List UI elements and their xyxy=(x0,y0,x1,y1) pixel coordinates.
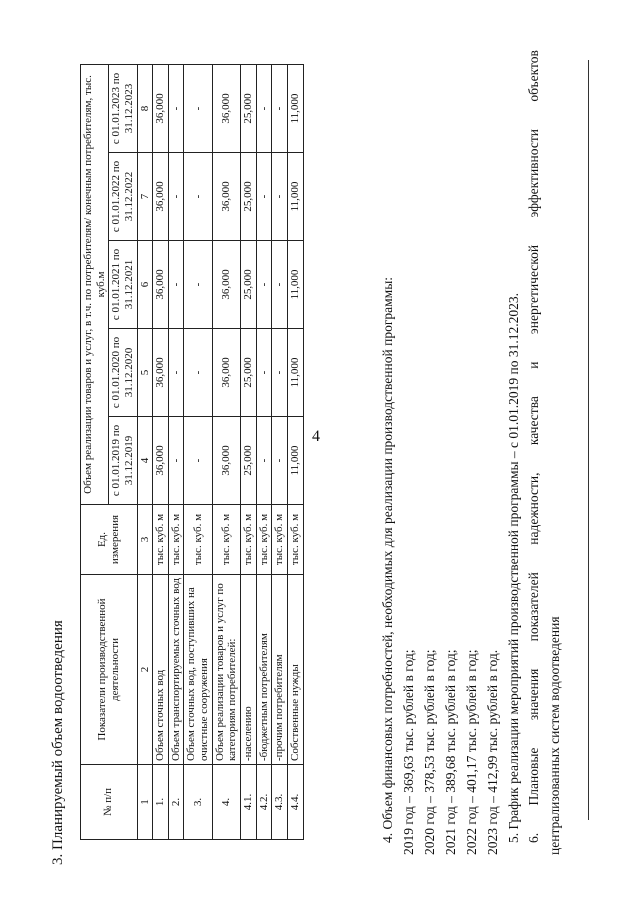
row-value: - xyxy=(256,417,272,505)
row-number: 2. xyxy=(168,765,184,840)
row-value: 36,000 xyxy=(153,417,169,505)
finance-line: 2022 год – 401,17 тыс. рублей в год; xyxy=(463,649,479,855)
row-unit: тыс. куб. м xyxy=(168,505,184,575)
row-number: 4.3. xyxy=(272,765,288,840)
table-row xyxy=(287,64,303,839)
indicators-word: 6. xyxy=(526,832,542,843)
table-row xyxy=(272,64,288,839)
row-value: 11,000 xyxy=(287,64,303,152)
row-indicator: -бюджетным потребителям xyxy=(256,575,272,765)
row-indicator: Собственные нужды xyxy=(287,575,303,765)
section-title: 3. Планируемый объем водоотведения xyxy=(50,620,66,865)
row-value: - xyxy=(168,329,184,417)
page-number: 4 xyxy=(312,428,320,445)
row-value: 11,000 xyxy=(287,417,303,505)
water-disposal-table xyxy=(80,64,304,840)
row-value: 25,000 xyxy=(241,417,257,505)
row-value: - xyxy=(168,153,184,241)
header-period: с 01.01.2020 по 31.12.2020 xyxy=(109,329,137,417)
row-value: 36,000 xyxy=(212,241,240,329)
column-number: 6 xyxy=(137,241,153,329)
row-indicator: Объем транспортируемых сточных вод xyxy=(168,575,184,765)
row-value: 36,000 xyxy=(212,153,240,241)
row-value: 36,000 xyxy=(153,241,169,329)
indicators-word: эффективности xyxy=(526,129,542,218)
indicators-word: значения xyxy=(526,668,542,721)
row-value: - xyxy=(256,153,272,241)
schedule-item: 5. График реализации мероприятий производственной программы – с 01.01.2019 по 31.12.2023. xyxy=(505,292,521,843)
row-value: 11,000 xyxy=(287,329,303,417)
row-indicator: Объем сточных вод xyxy=(153,575,169,765)
indicators-word: показателей xyxy=(526,572,542,642)
finance-line: 2019 год – 369,63 тыс. рублей в год; xyxy=(400,649,416,855)
finance-line: 2023 год – 412,99 тыс. рублей в год. xyxy=(484,649,500,855)
table-row xyxy=(241,64,257,839)
row-unit: тыс. куб. м xyxy=(256,505,272,575)
row-value: - xyxy=(168,417,184,505)
row-value: 36,000 xyxy=(212,329,240,417)
header-num: № п/п xyxy=(81,765,138,840)
row-value: - xyxy=(272,153,288,241)
finance-line: 2021 год – 389,68 тыс. рублей в год; xyxy=(442,649,458,855)
header-volume-group: Объем реализации товаров и услуг, в т.ч. по потребителям/ конечным потребителям, тыс. куб.м xyxy=(81,64,109,504)
header-period: с 01.01.2021 по 31.12.2021 xyxy=(109,241,137,329)
row-number: 4.4. xyxy=(287,765,303,840)
row-value: 36,000 xyxy=(212,417,240,505)
column-number: 4 xyxy=(137,417,153,505)
indicators-item-line2: централизованных систем водоотведения xyxy=(547,616,563,855)
row-unit: тыс. куб. м xyxy=(241,505,257,575)
header-period: с 01.01.2019 по 31.12.2019 xyxy=(109,417,137,505)
row-indicator: -прочим потребителям xyxy=(272,575,288,765)
row-unit: тыс. куб. м xyxy=(184,505,212,575)
row-number: 1. xyxy=(153,765,169,840)
row-value: 25,000 xyxy=(241,64,257,152)
finance-line: 2020 год – 378,53 тыс. рублей в год; xyxy=(421,649,437,855)
row-number: 3. xyxy=(184,765,212,840)
indicators-item-line1 xyxy=(524,50,545,855)
column-number: 5 xyxy=(137,329,153,417)
row-indicator: Объем реализации товаров и услуг по категориям потребителей: xyxy=(212,575,240,765)
row-value: - xyxy=(256,64,272,152)
row-value: - xyxy=(184,241,212,329)
row-indicator: -населению xyxy=(241,575,257,765)
row-value: 25,000 xyxy=(241,153,257,241)
row-value: - xyxy=(256,329,272,417)
column-number: 8 xyxy=(137,64,153,152)
table-row xyxy=(212,64,240,839)
indicators-word: Плановые xyxy=(526,747,542,806)
indicators-word: надежности, xyxy=(526,472,542,545)
indicators-word: энергетической xyxy=(526,244,542,335)
row-unit: тыс. куб. м xyxy=(212,505,240,575)
row-value: - xyxy=(272,64,288,152)
row-value: - xyxy=(272,329,288,417)
column-numbers-row xyxy=(137,64,153,839)
row-value: 25,000 xyxy=(241,329,257,417)
table-header-row xyxy=(81,64,109,839)
row-value: - xyxy=(184,153,212,241)
header-period: с 01.01.2023 по 31.12.2023 xyxy=(109,64,137,152)
indicators-word: объектов xyxy=(526,50,542,102)
column-number: 7 xyxy=(137,153,153,241)
header-period: с 01.01.2022 по 31.12.2022 xyxy=(109,153,137,241)
row-number: 4. xyxy=(212,765,240,840)
table-row xyxy=(153,64,169,839)
row-unit: тыс. куб. м xyxy=(153,505,169,575)
table-row xyxy=(256,64,272,839)
header-indicator: Показатели производственной деятельности xyxy=(81,575,138,765)
row-value: 36,000 xyxy=(153,64,169,152)
row-value: - xyxy=(184,329,212,417)
row-number: 4.1. xyxy=(241,765,257,840)
row-value: 36,000 xyxy=(153,153,169,241)
column-number: 3 xyxy=(137,505,153,575)
row-value: - xyxy=(184,417,212,505)
header-unit: Ед. измерения xyxy=(81,505,138,575)
row-value: 11,000 xyxy=(287,153,303,241)
indicators-word: качества xyxy=(526,396,542,446)
column-number: 1 xyxy=(137,765,153,840)
row-unit: тыс. куб. м xyxy=(272,505,288,575)
table-body xyxy=(153,64,303,839)
indicators-word: и xyxy=(526,361,542,369)
table-row xyxy=(168,64,184,839)
row-number: 4.2. xyxy=(256,765,272,840)
row-value: - xyxy=(272,241,288,329)
row-value: - xyxy=(168,241,184,329)
finance-heading: 4. Объем финансовых потребностей, необходимых для реализации производственной программы: xyxy=(380,276,395,843)
row-value: 11,000 xyxy=(287,241,303,329)
rotated-page-content xyxy=(40,45,600,865)
body-text xyxy=(378,50,566,855)
column-number: 2 xyxy=(137,575,153,765)
row-value: 36,000 xyxy=(212,64,240,152)
row-value: - xyxy=(184,64,212,152)
row-value: 25,000 xyxy=(241,241,257,329)
row-value: - xyxy=(168,64,184,152)
row-indicator: Объем сточных вод, поступивших на очистные сооружения xyxy=(184,575,212,765)
row-value: 36,000 xyxy=(153,329,169,417)
row-unit: тыс. куб. м xyxy=(287,505,303,575)
row-value: - xyxy=(256,241,272,329)
table-row xyxy=(184,64,212,839)
row-value: - xyxy=(272,417,288,505)
